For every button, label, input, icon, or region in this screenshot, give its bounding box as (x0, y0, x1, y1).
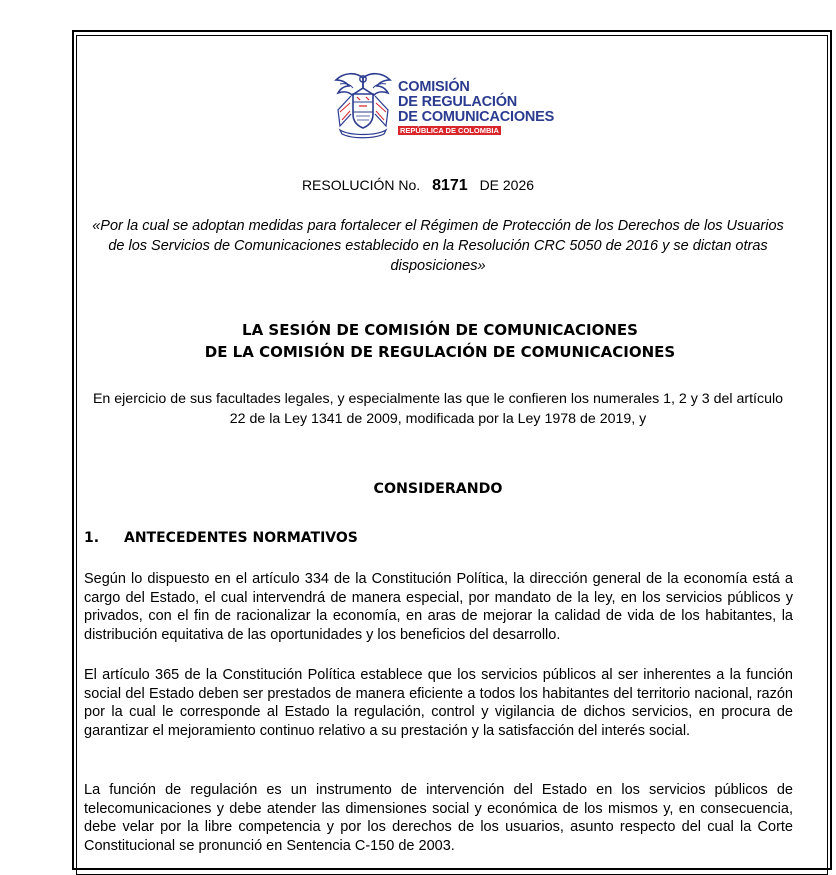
logo-text-line-3: DE COMUNICACIONES (398, 109, 555, 125)
section-title: ANTECEDENTES NORMATIVOS (124, 530, 358, 546)
resolution-number: 8171 (432, 177, 468, 194)
logo-text-line-2: DE REGULACIÓN (398, 94, 518, 110)
heading-line-1: LA SESIÓN DE COMISIÓN DE COMUNICACIONES (242, 321, 638, 339)
resolution-prefix: RESOLUCIÓN No. (301, 177, 421, 193)
logo-country-badge: REPÚBLICA DE COLOMBIA (400, 126, 499, 135)
resolution-suffix: DE 2026 (479, 177, 535, 193)
colombia-coat-of-arms-icon (332, 70, 394, 140)
body-paragraph: Según lo dispuesto en el artículo 334 de la Constitución Política, la dirección general de la economía está a cargo del Estado, el cual intervendrá de manera especial, por mandato de la ley, en los servicios públicos y privados, con el fin de racionalizar la economía, en aras de mejorar la calidad de vida de los habitantes, la distribución equitativa de las oportunidades y los beneficios del desarrollo. (84, 571, 793, 643)
logo-text-line-1: COMISIÓN (398, 79, 470, 95)
page-border-inner (76, 35, 828, 875)
crc-logo (332, 70, 562, 140)
heading-line-2: DE LA COMISIÓN DE REGULACIÓN DE COMUNICACIONES (204, 343, 676, 361)
preamble-text: En ejercicio de sus facultades legales, y especialmente las que le confieren los numerales 1, 2 y 3 del artículo 22 de la Ley 1341 de 2009, modificada por la Ley 1978 de 2019, y (92, 391, 784, 427)
resolution-epigraph: «Por la cual se adoptan medidas para fortalecer el Régimen de Protección de los Derechos de los Usuarios de los Servicios de Comunicaciones establecido en la Resolución CRC 5050 de 2016 y se dictan otras disposiciones» (92, 218, 784, 274)
section-number: 1. (84, 530, 100, 546)
resolution-line (0, 177, 836, 195)
body-paragraph: El artículo 365 de la Constitución Política establece que los servicios públicos al ser inherentes a la función social del Estado deben ser prestados de manera eficiente a todos los habitantes del territorio nacional, razón por la cual le corresponde al Estado la regulación, control y vigilancia de dichos servicios, en procura de garantizar el mejoramiento continuo relativo a su prestación y la satisfacción del interés social. (84, 667, 793, 739)
issuing-body-heading (0, 319, 836, 363)
section-heading (84, 530, 358, 546)
body-paragraph: La función de regulación es un instrumento de intervención del Estado en los servicios públicos de telecomunicaciones y debe atender las dimensiones social y económica de los mismos y, en consecuencia, debe velar por la libre competencia y por los derechos de los usuarios, asunto respecto del cual la Corte Constitucional se pronunció en Sentencia C-150 de 2003. (84, 782, 793, 854)
considerando-heading: CONSIDERANDO (373, 481, 503, 497)
